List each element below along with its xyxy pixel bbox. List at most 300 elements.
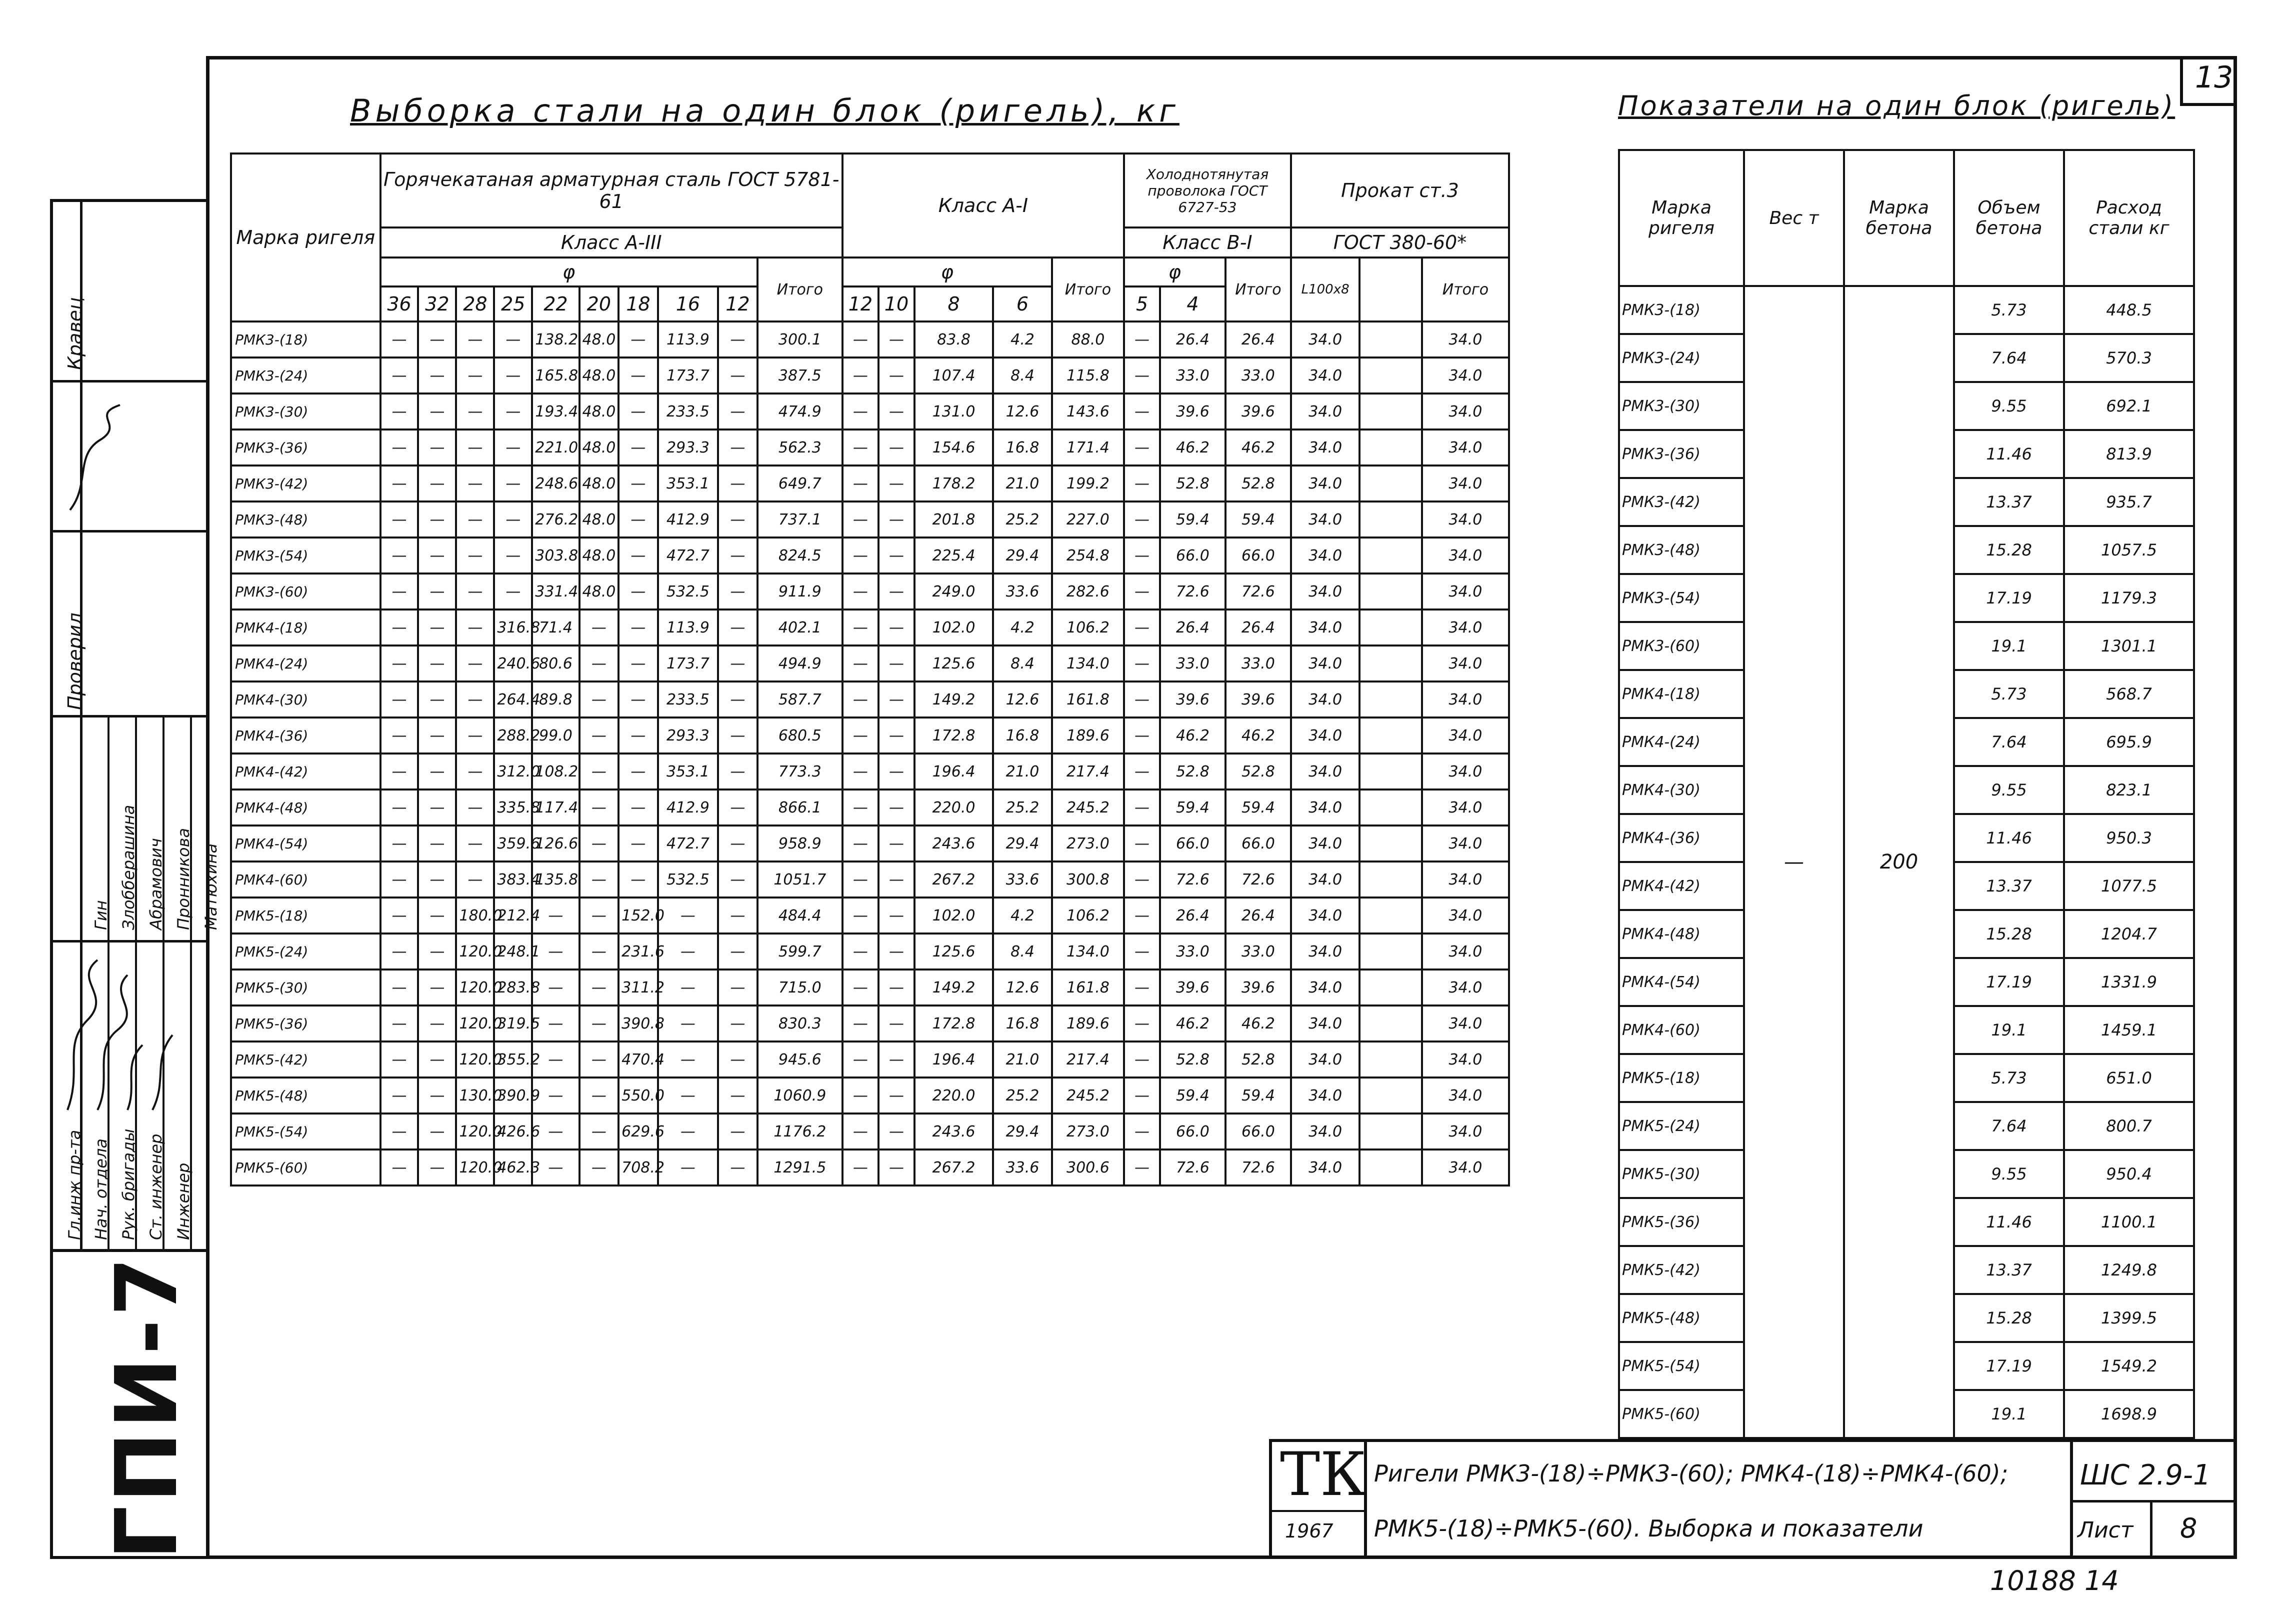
table-cell: 1051.7 — [758, 862, 842, 898]
table-cell: — — [580, 646, 619, 682]
table-cell: — — [842, 1006, 878, 1042]
table-cell: — — [380, 430, 418, 466]
table-cell: 599.7 — [758, 934, 842, 970]
table-row — [231, 358, 1509, 394]
table-cell: — — [842, 430, 878, 466]
table-cell: — — [1124, 1006, 1160, 1042]
table-cell: — — [618, 646, 658, 682]
table-cell: — — [418, 934, 456, 970]
table-cell: 426.6 — [494, 1114, 532, 1150]
table-cell: — — [380, 322, 418, 358]
table-cell: 48.0 — [580, 574, 619, 610]
table-cell: — — [842, 610, 878, 646]
table-cell: 34.0 — [1422, 826, 1509, 862]
concrete-volume: 13.37 — [1954, 478, 2064, 526]
table-cell: 120.0 — [456, 1150, 494, 1186]
table-cell: 383.4 — [494, 862, 532, 898]
steel-consumption: 1077.5 — [2064, 862, 2194, 910]
table-cell: 4.2 — [993, 610, 1052, 646]
table-cell: 66.0 — [1226, 1114, 1291, 1150]
table-cell: 39.6 — [1160, 394, 1226, 430]
beam-mark: РМК4-(42) — [1619, 862, 1744, 910]
header-prokat: Прокат ст.3 — [1291, 154, 1509, 228]
strip-name: Гин — [92, 900, 110, 930]
table-cell: — — [878, 754, 914, 790]
strip-role: Инженер — [174, 1162, 193, 1240]
table-cell: — — [456, 394, 494, 430]
table-cell: — — [1124, 754, 1160, 790]
stamp-divider — [2070, 1439, 2073, 1559]
table-cell: 221.0 — [532, 430, 579, 466]
table-cell: — — [878, 394, 914, 430]
table-cell — [1360, 574, 1422, 610]
steel-consumption: 1249.8 — [2064, 1246, 2194, 1294]
beam-mark: РМК3-(48) — [231, 502, 380, 538]
table-cell: 217.4 — [1052, 754, 1124, 790]
table-cell: — — [878, 1150, 914, 1186]
table-cell: 16.8 — [993, 1006, 1052, 1042]
table-row — [231, 754, 1509, 790]
table-cell: 316.8 — [494, 610, 532, 646]
table-cell: 72.6 — [1226, 1150, 1291, 1186]
table-cell: — — [878, 430, 914, 466]
beam-mark: РМК4-(18) — [231, 610, 380, 646]
table-cell: — — [878, 322, 914, 358]
table-cell: 254.8 — [1052, 538, 1124, 574]
table-cell: 1176.2 — [758, 1114, 842, 1150]
table-cell: — — [1124, 934, 1160, 970]
table-cell: 46.2 — [1226, 1006, 1291, 1042]
table-cell: — — [618, 610, 658, 646]
table-cell: 149.2 — [914, 682, 993, 718]
table-cell: 33.0 — [1226, 934, 1291, 970]
table-cell: 152.0 — [618, 898, 658, 934]
table-cell: — — [380, 898, 418, 934]
table-cell: 161.8 — [1052, 970, 1124, 1006]
table-cell — [1360, 718, 1422, 754]
table-cell: — — [842, 1114, 878, 1150]
table-cell: — — [842, 1078, 878, 1114]
table-cell: — — [380, 502, 418, 538]
diam-a3: 22 — [532, 286, 579, 322]
table-cell: — — [418, 1042, 456, 1078]
table-cell: 46.2 — [1226, 430, 1291, 466]
table-cell: — — [658, 898, 718, 934]
table-cell: — — [494, 574, 532, 610]
table-cell: — — [456, 718, 494, 754]
strip-label-checked: Проверил — [64, 612, 86, 710]
table-cell: — — [718, 970, 758, 1006]
table-cell: 243.6 — [914, 826, 993, 862]
table-cell: — — [878, 718, 914, 754]
table-cell: 34.0 — [1422, 862, 1509, 898]
table-cell: 52.8 — [1160, 1042, 1226, 1078]
table-cell: 34.0 — [1291, 934, 1360, 970]
table-cell: — — [842, 538, 878, 574]
table-cell: — — [842, 1042, 878, 1078]
table-cell: 34.0 — [1422, 1114, 1509, 1150]
table-cell: — — [418, 466, 456, 502]
table-cell: 33.0 — [1160, 646, 1226, 682]
header-itogo: Итого — [1226, 258, 1291, 322]
table-row — [231, 610, 1509, 646]
table-cell: 48.0 — [580, 430, 619, 466]
table-cell: 8.4 — [993, 934, 1052, 970]
table-cell: 267.2 — [914, 862, 993, 898]
header-gost380: ГОСТ 380-60* — [1291, 228, 1509, 258]
beam-mark: РМК5-(30) — [1619, 1150, 1744, 1198]
side-header-mark: Марка ригеля — [1619, 150, 1744, 286]
table-cell: 276.2 — [532, 502, 579, 538]
table-cell: 72.6 — [1160, 1150, 1226, 1186]
table-row — [231, 322, 1509, 358]
stamp-sheet-number: 8 — [2180, 1512, 2198, 1544]
table-cell: — — [418, 1114, 456, 1150]
table-cell: — — [618, 862, 658, 898]
table-cell: — — [418, 682, 456, 718]
table-cell — [1360, 754, 1422, 790]
beam-mark: РМК3-(36) — [231, 430, 380, 466]
table-cell: 267.2 — [914, 1150, 993, 1186]
strip-role: Рук. бригады — [119, 1128, 138, 1240]
concrete-volume: 11.46 — [1954, 1198, 2064, 1246]
beam-mark: РМК5-(60) — [1619, 1390, 1744, 1438]
table-cell: 737.1 — [758, 502, 842, 538]
table-cell: 830.3 — [758, 1006, 842, 1042]
steel-consumption: 568.7 — [2064, 670, 2194, 718]
table-cell: 72.6 — [1226, 574, 1291, 610]
table-cell: — — [878, 646, 914, 682]
table-cell: — — [580, 790, 619, 826]
table-cell: — — [456, 430, 494, 466]
table-cell: — — [718, 1078, 758, 1114]
steel-selection-table — [230, 152, 1510, 1186]
table-cell: — — [842, 322, 878, 358]
beam-mark: РМК4-(30) — [1619, 766, 1744, 814]
table-cell: — — [878, 790, 914, 826]
table-cell: 319.5 — [494, 1006, 532, 1042]
table-cell: — — [418, 826, 456, 862]
table-cell: — — [1124, 862, 1160, 898]
strip-name: Абрамович — [146, 838, 166, 930]
table-cell: — — [580, 610, 619, 646]
table-cell: 220.0 — [914, 1078, 993, 1114]
table-cell: — — [532, 1114, 579, 1150]
table-cell: 66.0 — [1226, 826, 1291, 862]
table-cell: 46.2 — [1160, 430, 1226, 466]
table-cell: — — [418, 862, 456, 898]
table-cell: 34.0 — [1422, 394, 1509, 430]
table-cell: — — [580, 862, 619, 898]
beam-mark: РМК3-(18) — [231, 322, 380, 358]
table-cell: — — [494, 430, 532, 466]
table-cell: 71.4 — [532, 610, 579, 646]
table-cell: 8.4 — [993, 358, 1052, 394]
table-cell: 143.6 — [1052, 394, 1124, 430]
table-cell: — — [380, 1150, 418, 1186]
table-cell: — — [1124, 574, 1160, 610]
table-cell: 180.0 — [456, 898, 494, 934]
table-cell: 21.0 — [993, 1042, 1052, 1078]
table-cell: 34.0 — [1422, 1150, 1509, 1186]
table-cell: — — [618, 718, 658, 754]
beam-mark: РМК5-(48) — [231, 1078, 380, 1114]
steel-consumption: 570.3 — [2064, 334, 2194, 382]
table-row — [231, 430, 1509, 466]
table-cell: — — [380, 790, 418, 826]
table-cell: 33.6 — [993, 574, 1052, 610]
beam-mark: РМК3-(30) — [1619, 382, 1744, 430]
table-cell: 16.8 — [993, 718, 1052, 754]
table-cell: 34.0 — [1291, 322, 1360, 358]
table-cell: — — [380, 826, 418, 862]
table-cell: 102.0 — [914, 898, 993, 934]
table-cell: 33.0 — [1226, 358, 1291, 394]
table-cell: — — [418, 646, 456, 682]
table-cell: — — [878, 1078, 914, 1114]
table-cell — [1360, 1006, 1422, 1042]
beam-mark: РМК3-(60) — [231, 574, 380, 610]
table-cell: — — [658, 1006, 718, 1042]
steel-consumption: 950.3 — [2064, 814, 2194, 862]
table-cell: — — [842, 934, 878, 970]
concrete-volume: 5.73 — [1954, 670, 2064, 718]
table-cell: — — [580, 1150, 619, 1186]
table-cell — [1360, 430, 1422, 466]
table-cell: 34.0 — [1422, 358, 1509, 394]
beam-mark: РМК4-(18) — [1619, 670, 1744, 718]
table-cell — [1360, 358, 1422, 394]
table-cell: — — [618, 826, 658, 862]
table-cell: — — [718, 718, 758, 754]
table-cell: 29.4 — [993, 1114, 1052, 1150]
weight-value: — — [1744, 286, 1844, 1438]
table-cell: — — [456, 826, 494, 862]
beam-mark: РМК3-(18) — [1619, 286, 1744, 334]
table-cell: 249.0 — [914, 574, 993, 610]
table-cell: — — [1124, 970, 1160, 1006]
table-cell: 26.4 — [1160, 898, 1226, 934]
table-cell: 34.0 — [1422, 646, 1509, 682]
table-cell: — — [718, 610, 758, 646]
table-cell: 240.6 — [494, 646, 532, 682]
table-cell: — — [456, 646, 494, 682]
table-cell: 715.0 — [758, 970, 842, 1006]
table-cell: — — [1124, 898, 1160, 934]
table-cell: 462.3 — [494, 1150, 532, 1186]
table-cell: 138.2 — [532, 322, 579, 358]
table-cell: 59.4 — [1160, 502, 1226, 538]
beam-mark: РМК5-(18) — [231, 898, 380, 934]
table-cell: 34.0 — [1291, 718, 1360, 754]
table-cell: — — [418, 610, 456, 646]
concrete-volume: 17.19 — [1954, 1342, 2064, 1390]
table-cell: — — [580, 718, 619, 754]
side-header-steel: Расход стали кг — [2064, 150, 2194, 286]
table-cell: — — [842, 394, 878, 430]
table-cell: 34.0 — [1291, 430, 1360, 466]
table-cell: 33.6 — [993, 862, 1052, 898]
table-cell: 245.2 — [1052, 790, 1124, 826]
beam-mark: РМК5-(18) — [1619, 1054, 1744, 1102]
table-cell: — — [380, 610, 418, 646]
header-l100: L100x8 — [1291, 258, 1360, 322]
table-cell: — — [878, 466, 914, 502]
table-cell: — — [1124, 502, 1160, 538]
table-cell: — — [1124, 1150, 1160, 1186]
table-cell: 264.4 — [494, 682, 532, 718]
table-cell: 773.3 — [758, 754, 842, 790]
stamp-divider — [1269, 1510, 1364, 1512]
table-cell: — — [380, 718, 418, 754]
table-cell: 34.0 — [1291, 1078, 1360, 1114]
table-cell: — — [878, 934, 914, 970]
table-row — [231, 718, 1509, 754]
table-cell: — — [618, 538, 658, 574]
table-cell — [1360, 934, 1422, 970]
table-cell: — — [380, 1042, 418, 1078]
table-cell: 66.0 — [1226, 538, 1291, 574]
beam-mark: РМК5-(36) — [231, 1006, 380, 1042]
table-cell: 39.6 — [1226, 394, 1291, 430]
table-cell: 52.8 — [1226, 466, 1291, 502]
table-cell: 532.5 — [658, 862, 718, 898]
concrete-volume: 15.28 — [1954, 526, 2064, 574]
steel-consumption: 1399.5 — [2064, 1294, 2194, 1342]
table-cell: — — [494, 466, 532, 502]
table-cell: 149.2 — [914, 970, 993, 1006]
table-cell: 26.4 — [1160, 610, 1226, 646]
table-cell: — — [418, 430, 456, 466]
table-cell: 300.6 — [1052, 1150, 1124, 1186]
concrete-volume: 19.1 — [1954, 1390, 2064, 1438]
table-cell: — — [718, 934, 758, 970]
diam-a1: 12 — [842, 286, 878, 322]
table-cell: — — [842, 1150, 878, 1186]
table-cell: — — [456, 790, 494, 826]
table-cell: 311.2 — [618, 970, 658, 1006]
table-cell: 72.6 — [1160, 862, 1226, 898]
table-cell: 472.7 — [658, 538, 718, 574]
table-cell: 172.8 — [914, 1006, 993, 1042]
strip-role: Нач. отдела — [92, 1138, 110, 1240]
table-cell: 293.3 — [658, 430, 718, 466]
table-cell: 649.7 — [758, 466, 842, 502]
table-cell: 629.6 — [618, 1114, 658, 1150]
table-cell: — — [456, 322, 494, 358]
table-cell: 390.9 — [494, 1078, 532, 1114]
table-cell: — — [842, 970, 878, 1006]
table-cell: 25.2 — [993, 1078, 1052, 1114]
table-cell: — — [618, 790, 658, 826]
concrete-volume: 17.19 — [1954, 574, 2064, 622]
table-cell: 52.8 — [1226, 1042, 1291, 1078]
table-cell: 39.6 — [1160, 682, 1226, 718]
table-cell: 120.0 — [456, 934, 494, 970]
table-cell: 217.4 — [1052, 1042, 1124, 1078]
table-cell: 233.5 — [658, 682, 718, 718]
table-cell — [1360, 538, 1422, 574]
table-cell: — — [618, 358, 658, 394]
table-cell: 126.6 — [532, 826, 579, 862]
table-cell: 125.6 — [914, 934, 993, 970]
table-cell: — — [842, 754, 878, 790]
table-cell: — — [878, 682, 914, 718]
table-cell: — — [380, 754, 418, 790]
table-cell: 34.0 — [1422, 754, 1509, 790]
table-cell: 33.0 — [1160, 934, 1226, 970]
indicators-table — [1618, 149, 2195, 1439]
table-cell — [1360, 394, 1422, 430]
table-cell: 288.2 — [494, 718, 532, 754]
concrete-volume: 9.55 — [1954, 382, 2064, 430]
table-cell: 33.0 — [1226, 646, 1291, 682]
table-cell: 34.0 — [1422, 1078, 1509, 1114]
table-cell — [1360, 862, 1422, 898]
diam-a3: 16 — [658, 286, 718, 322]
table-cell: 34.0 — [1422, 718, 1509, 754]
steel-consumption: 1100.1 — [2064, 1198, 2194, 1246]
table-cell: — — [878, 610, 914, 646]
table-cell: — — [718, 1114, 758, 1150]
beam-mark: РМК4-(48) — [231, 790, 380, 826]
stamp-code: ШС 2.9-1 — [2080, 1459, 2211, 1492]
table-cell: — — [580, 970, 619, 1006]
table-cell: 83.8 — [914, 322, 993, 358]
table-cell: 154.6 — [914, 430, 993, 466]
table-cell: 39.6 — [1226, 970, 1291, 1006]
table-cell: — — [658, 970, 718, 1006]
table-row — [231, 538, 1509, 574]
table-cell — [1360, 1078, 1422, 1114]
header-cold-drawn: Холоднотянутая проволока ГОСТ 6727-53 — [1124, 154, 1291, 228]
table-cell: — — [1124, 646, 1160, 682]
table-cell: — — [494, 538, 532, 574]
table-cell: — — [718, 466, 758, 502]
table-cell — [1360, 1114, 1422, 1150]
table-cell: — — [718, 502, 758, 538]
diam-b1: 5 — [1124, 286, 1160, 322]
concrete-volume: 9.55 — [1954, 1150, 2064, 1198]
table-cell: 52.8 — [1160, 754, 1226, 790]
beam-mark: РМК4-(60) — [231, 862, 380, 898]
table-cell: — — [532, 898, 579, 934]
diam-a3: 28 — [456, 286, 494, 322]
beam-mark: РМК5-(30) — [231, 970, 380, 1006]
table-cell: 48.0 — [580, 502, 619, 538]
diam-a3: 32 — [418, 286, 456, 322]
table-row — [231, 1114, 1509, 1150]
table-cell: 33.6 — [993, 1150, 1052, 1186]
diam-a1: 6 — [993, 286, 1052, 322]
table-cell: — — [1124, 1042, 1160, 1078]
table-cell: 231.6 — [618, 934, 658, 970]
table-cell: — — [618, 682, 658, 718]
steel-consumption: 823.1 — [2064, 766, 2194, 814]
table-cell: 412.9 — [658, 790, 718, 826]
table-cell: 34.0 — [1422, 934, 1509, 970]
table-cell: 243.6 — [914, 1114, 993, 1150]
table-cell: 120.0 — [456, 1042, 494, 1078]
table-cell: 52.8 — [1226, 754, 1291, 790]
table-cell: — — [842, 718, 878, 754]
concrete-volume: 15.28 — [1954, 910, 2064, 958]
table-row — [231, 574, 1509, 610]
table-cell: 189.6 — [1052, 1006, 1124, 1042]
diam-a3: 25 — [494, 286, 532, 322]
steel-consumption: 1698.9 — [2064, 1390, 2194, 1438]
table-cell: 331.4 — [532, 574, 579, 610]
